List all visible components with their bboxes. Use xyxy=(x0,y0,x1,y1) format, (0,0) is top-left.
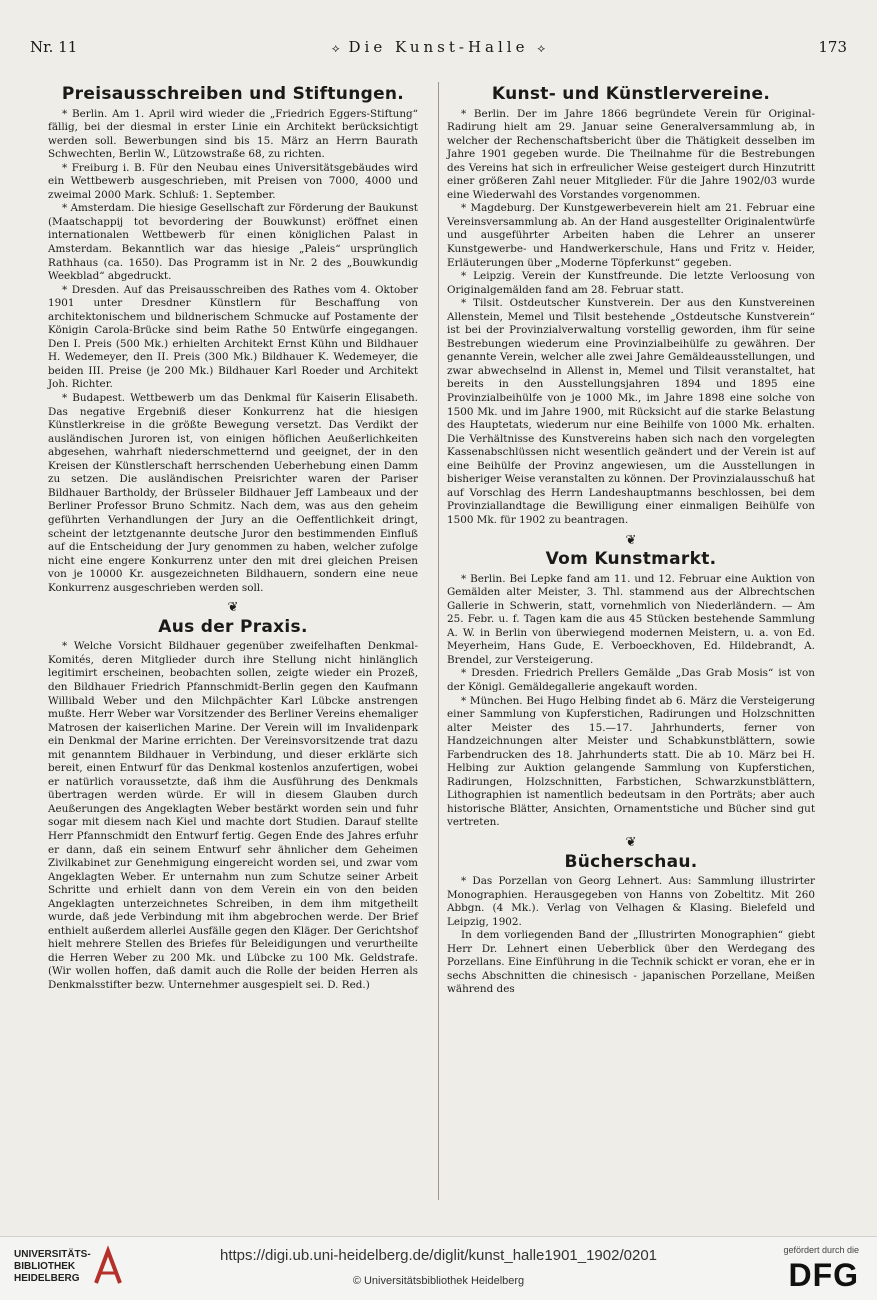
article-paragraph: * Tilsit. Ostdeutscher Kunstverein. Der aus den Kunstvereinen Allenstein, Memel und Tilsit bestehende „Ostdeutsche Kunstverein“ ist bei der Provinzialverwaltung vorstellig geworden, ihm für seine Bestrebungen wiederum eine Provinzialbeihülfe zu gewähren. Der genannte Verein, welcher alle zwei Jahre Gemäldeausstellungen, und zwar abwechselnd in Allenst in, Memel und Tilsit veranstaltet, hat bereits in den Ausstellungsjahren 1894 und 1895 eine Provinzialbeihülfe von je 1000 Mk., im Jahre 1898 eine solche von 1500 Mk. und im Jahre 1900, mit Rücksicht auf die starke Belastung des Hauptetats, wiederum nur eine Beihilfe von 1000 Mk. erhalten. Die Verhältnisse des Kunstvereins haben sich nach den vorgelegten Kassenabschlüssen nicht wesentlich geändert und der Verein ist auf eine Beihülfe der Provinz angewiesen, um die Ausstellungen in bisheriger Weise veranstalten zu können. Der Provinzialausschuß hat auf Vorschlag des Herrn Landeshauptmanns beschlossen, bei dem Provinziallandtage die Bewilligung einer einmaligen Beihülfe von 1500 Mk. für 1902 zu beantragen. xyxy=(447,297,815,526)
article-paragraph: * Berlin. Der im Jahre 1866 begründete Verein für Original-Radirung hielt am 29. Januar seine Generalversammlung ab, in welcher der Rechenschaftsbericht über die Thätigkeit desselben im Jahre 1901 gegeben wurde. Die Theilnahme für die Bestrebungen des Vereins hat sich in erfreulicher Weise gesteigert durch Hinzutritt einer größeren Zahl neuer Mitglieder. Für die Jahre 1902/03 wurde eine Wiederwahl des Vorstandes vorgenommen. xyxy=(447,107,815,201)
logo-line: HEIDELBERG xyxy=(14,1273,80,1284)
left-column xyxy=(48,82,418,993)
ornament-right-icon: ⟡ xyxy=(537,41,546,55)
article-paragraph: * Budapest. Wettbewerb um das Denkmal für Kaiserin Elisabeth. Das negative Ergebniß dieser Konkurrenz hat die hiesigen Künstlerkreise in die größte Bewegung versetzt. Das Verdikt der ausländischen Juroren ist, von einigen höflichen Aeußerlichkeiten abgesehen, wahrhaft niederschmetternd und geeignet, der in den Kreisen der Künstlerschaft herrschenden Ueberhebung einen Damm zu setzen. Die ausländischen Preisrichter waren der Pariser Bildhauer Bartholdy, der Brüsseler Bildhauer Jeff Lambeaux und der Berliner Professor Bruno Schmitz. Nach dem, was aus den geheim geführten Verhandlungen der Jury an die Oeffentlichkeit dringt, scheint der letztgenannte deutsche Juror den bestimmenden Einfluß auf die Entscheidung der Jury genommen zu haben, welcher zufolge nicht eine engere Konkurrenz unter den mit drei gleichen Preisen von je 10000 Kr. ausgezeichneten Bildhauern, sondern eine neue Konkurrenz ausgeschrieben werden soll. xyxy=(48,392,418,594)
article-paragraph: * Dresden. Friedrich Prellers Gemälde „Das Grab Mosis“ ist von der Königl. Gemäldegallerie angekauft worden. xyxy=(447,667,815,693)
logo-line: BIBLIOTHEK xyxy=(14,1261,76,1272)
article-paragraph: * Berlin. Am 1. April wird wieder die „Friedrich Eggers-Stiftung“ fällig, bei der diesmal in erster Linie ein Architekt berücksichtigt werden soll. Bewerbungen sind bis 15. März an Herrn Baurath Schwechten, Berlin W., Lützowstraße 68, zu richten. xyxy=(48,107,418,161)
section-title-buecherschau: Bücherschau. xyxy=(564,851,698,872)
page-number: 173 xyxy=(818,38,847,56)
section-title-preisausschreiben: Preisausschreiben und Stiftungen. xyxy=(61,84,405,104)
copyright-notice: © Universitätsbibliothek Heidelberg xyxy=(352,1275,525,1287)
article-paragraph: * München. Bei Hugo Helbing findet ab 6. März die Versteigerung einer Sammlung von Kupferstichen, Radirungen und Holzschnitten alter Meister des 15.—17. Jahrhunderts, ferner von Handzeichnungen alter Meister und Schabkunstblättern, sowie Farbendrucken des 18. Jahrhunderts statt. Die ab 10. März bei H. Helbing zur Auktion gelangende Sammlung von Kupferstichen, Radirungen, Holzschnitten, Farbstichen, Schwarzkunstblättern, Lithographien ist namentlich bedeutsam in den Porträts; aber auch historische Blätter, Ansichten, Ornamentstiche und Bücher sind gut vertreten. xyxy=(447,694,815,829)
article-paragraph: * Freiburg i. B. Für den Neubau eines Universitätsgebäudes wird ein Wettbewerb ausgeschrieben, mit Preisen von 7000, 4000 und zweimal 2000 Mark. Schluß: 1. September. xyxy=(48,161,418,201)
journal-title-text: Die Kunst-Halle xyxy=(348,38,529,56)
article-paragraph: * Dresden. Auf das Preisausschreiben des Rathes vom 4. Oktober 1901 unter Dresdner Künstlern für Beschaffung von architektonischem und bildnerischem Schmucke auf Postamente der Königin Carola-Brücke sind beim Rathe 50 Entwürfe eingegangen. Den I. Preis (500 Mk.) erhielten Architekt Ernst Kühn und Bildhauer H. Wedemeyer, den II. Preis (300 Mk.) Bildhauer K. Wedemeyer, die beiden III. Preise (je 200 Mk.) Bildhauer Karl Roeder und Architekt Joh. Richter. xyxy=(48,283,418,391)
section-title-kunstmarkt: Vom Kunstmarkt. xyxy=(545,549,717,570)
article-paragraph: In dem vorliegenden Band der „Illustrirten Monographien“ giebt Herr Dr. Lehnert einen Ueberblick über den Werdegang des Porzellans. Eine Einführung in die Technik schickt er voran, ehe er in sechs Abschnitten die chinesisch - japanischen Porzellane, Meißen während des xyxy=(447,929,815,996)
article-paragraph: * Leipzig. Verein der Kunstfreunde. Die letzte Verloosung von Originalgemälden fand am 28. Februar statt. xyxy=(447,270,815,296)
journal-title xyxy=(30,38,847,56)
logo-line: UNIVERSITÄTS- xyxy=(14,1249,91,1260)
fleuron-icon: ❦ xyxy=(227,600,239,616)
article-paragraph: * Magdeburg. Der Kunstgewerbeverein hielt am 21. Februar eine Vereinsversammlung ab. An der Hand ausgestellter Originalentwürfe und ausgeführter Arbeiten haben die Lehrer an unserer Kunstgewerbe- und Handwerkerschule, Hans und Fritz v. Heider, Erläuterungen über „Moderne Töpferkunst“ gegeben. xyxy=(447,202,815,269)
fleuron-icon: ❦ xyxy=(625,532,637,548)
article-paragraph: * Berlin. Bei Lepke fand am 11. und 12. Februar eine Auktion von Gemälden alter Meister, 3. Thl. stammend aus der Albrechtschen Gallerie in Schwerin, statt, vornehmlich von Niederländern. — Am 25. Febr. u. f. Tagen kam die aus 45 Stücken bestehende Sammlung A. W. in Berlin von überwiegend modernen Meistern, u. a. von Ed. Meyerheim, Hans Gude, E. Verboeckhoven, Ed. Hildebrandt, A. Brendel, zur Versteigerung. xyxy=(447,572,815,666)
dfg-logo[interactable]: DFG xyxy=(788,1257,859,1293)
fleuron-icon: ❦ xyxy=(625,834,637,850)
viewer-footer xyxy=(0,1236,877,1300)
page-header xyxy=(30,36,847,60)
section-title-praxis: Aus der Praxis. xyxy=(158,616,308,637)
right-column xyxy=(447,82,815,997)
article-paragraph: * Amsterdam. Die hiesige Gesellschaft zur Förderung der Baukunst (Maatschappij tot bevordering der Bouwkunst) eröffnet einen internationalen Wettbewerb für einen königlichen Palast in Amsterdam. Bekanntlich war das hiesige „Paleis“ ursprünglich Rathhaus (ca. 1650). Das Programm ist in Nr. 2 des „Bouwkundig Weekblad“ abgedruckt. xyxy=(48,202,418,283)
section-title-kunstvereine: Kunst- und Künstlervereine. xyxy=(491,84,771,104)
article-paragraph: * Welche Vorsicht Bildhauer gegenüber zweifelhaften Denkmal-Komités, deren Mitglieder durch ihre Stellung nicht hinlänglich legitimirt erscheinen, beobachten sollen, zeigte wieder ein Prozeß, den Bildhauer Friedrich Pfannschmidt-Berlin gegen den Kaufmann Willibald Weber und den Milchpächter Karl Lübcke anstrengen mußte. Herr Weber war Vorsitzender des Berliner Vereins ehemaliger Matrosen der kaiserlichen Marine. Der Verein will im Invalidenpark ein Denkmal der Marine errichten. Der Vereinsvorsitzende trat dazu mit genanntem Bildhauer in Verbindung, und dieser erklärte sich bereit, einen Entwurf für das Denkmal kostenlos anzufertigen, wobei er natürlich voraussetzte, daß ihm die Ausführung des Denkmals übertragen werden würde. Er will in diesem Glauben durch Aeußerungen des Angeklagten Weber bestärkt worden sein und fuhr sogar mit diesem nach Kiel und machte dort Studien. Darauf stellte Herr Pfannschmidt den Entwurf fertig. Gegen Ende des Jahres erfuhr er dann, daß ein seinem Entwurf sehr ähnlicher dem Geheimen Zivilkabinet zur Genehmigung eingereicht worden sei, und zwar vom Angeklagten Weber. Er unternahm nun zum Schutze seiner Arbeit Schritte und erhielt dann von dem Verein ein von den beiden Angeklagten unterzeichnetes Schreiben, in dem ihm mitgetheilt wurde, daß jede Verbindung mit ihm abgebrochen werde. Der Brief enthielt außerdem allerlei Ausfälle gegen den Kläger. Der Gerichtshof hielt mehrere Stellen des Briefes für Beleidigungen und verurtheilte die Herren Weber zu 200 Mk. und Lübcke zu 100 Mk. Geldstrafe. (Wir wollen hoffen, daß damit auch die Rolle der beiden Herren als Denkmalsstifter bezw. Unternehmer ausgespielt sei. D. Red.) xyxy=(48,640,418,991)
issue-number: Nr. 11 xyxy=(30,38,78,56)
article-paragraph: * Das Porzellan von Georg Lehnert. Aus: Sammlung illustrirter Monographien. Herausgegeben von Hanns von Zobeltitz. Mit 260 Abbgn. (4 Mk.). Verlag von Velhagen & Klasing. Bielefeld und Leipzig, 1902. xyxy=(447,875,815,928)
permalink-url[interactable]: https://digi.ub.uni-heidelberg.de/diglit/kunst_halle1901_1902/0201 xyxy=(220,1247,657,1264)
funding-note: gefördert durch die xyxy=(783,1245,859,1255)
column-divider xyxy=(438,82,439,1200)
ornament-left-icon: ⟡ xyxy=(331,41,340,55)
